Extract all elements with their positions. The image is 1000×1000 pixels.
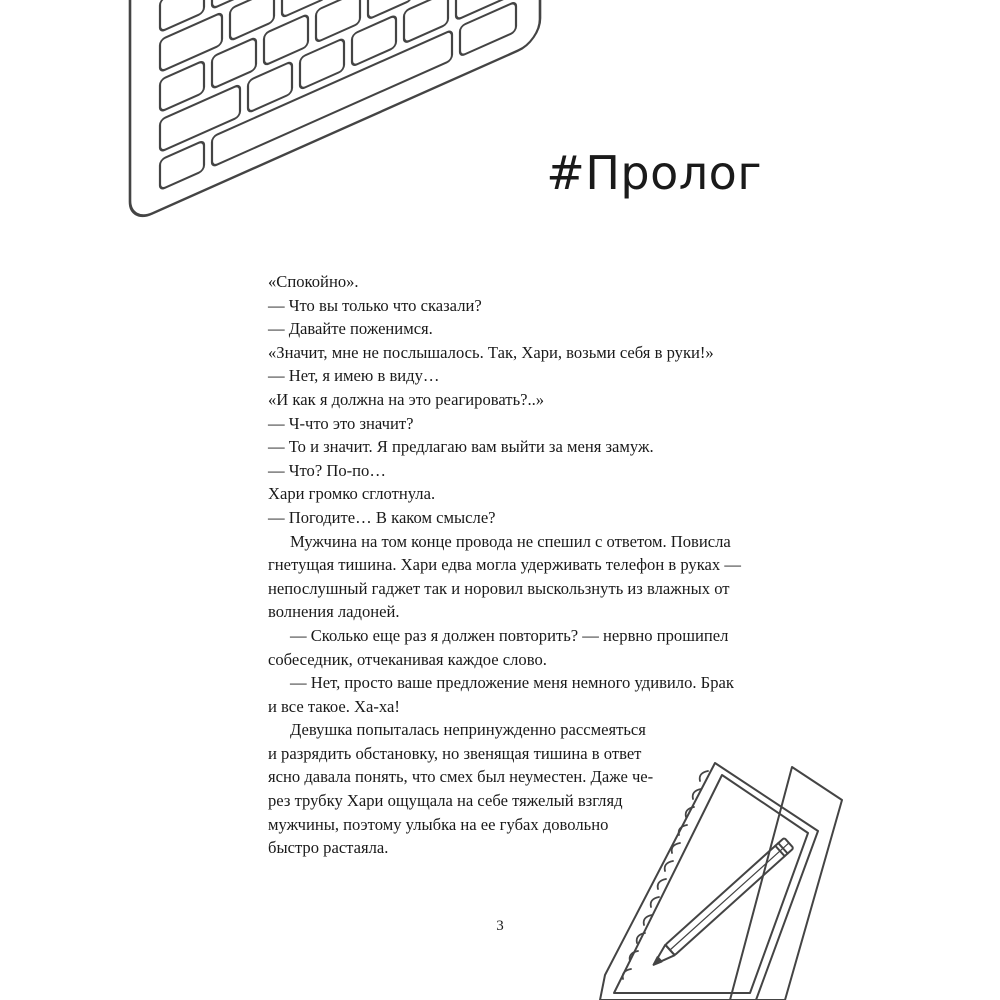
paragraph (268, 294, 776, 318)
text-line: «Спокойно». (268, 272, 359, 291)
text-line: Хари громко сглотнула. (268, 484, 436, 504)
text-line: и разрядить обстановку, но звенящая тишина в ответ (268, 743, 642, 763)
text-line: — Ч-что это значит? (268, 413, 414, 433)
text-line: — Нет, я имею в виду… (268, 366, 440, 386)
paragraph (268, 364, 776, 388)
text-line: Мужчина на том конце провода не спешил с ответом. Повисла (290, 531, 731, 551)
text-line: непослушный гаджет так и норовил выскользнуть из влажных от (268, 578, 730, 598)
text-line: — Давайте поженимся. (268, 319, 433, 339)
paragraph (268, 530, 776, 624)
text-line: — Что? По-по… (268, 460, 386, 480)
text-line: и все такое. Ха-ха! (268, 696, 400, 716)
paragraph (268, 435, 776, 459)
text-line: гнетущая тишина. Хари едва могла удерживать телефон в руках — (268, 555, 741, 575)
keyboard-icon (0, 0, 1000, 260)
text-line: волнения ладоней. (268, 602, 400, 622)
text-line: «И как я должна на это реагировать?..» (268, 389, 545, 409)
paragraph (268, 506, 776, 530)
notebook-with-pencil-icon (580, 745, 870, 1000)
text-line: рез трубку Хари ощущала на себе тяжелый взгляд (268, 791, 623, 811)
paragraph (268, 317, 776, 341)
text-line: ясно давала понять, что смех был неуместен. Даже че- (268, 767, 654, 787)
text-line: — Что вы только что сказали? (268, 295, 482, 315)
chapter-title: #Пролог (546, 146, 762, 200)
paragraph (268, 624, 776, 671)
paragraph (268, 459, 776, 483)
paragraph (268, 341, 776, 365)
text-line: собеседник, отчеканивая каждое слово. (268, 649, 547, 669)
paragraph (268, 671, 776, 718)
page-number: 3 (496, 918, 504, 934)
paragraph (268, 482, 776, 506)
text-line: Девушка попыталась непринужденно рассмеяться (290, 720, 646, 740)
paragraph (268, 388, 776, 412)
text-line: — Сколько еще раз я должен повторить? — нервно прошипел (290, 625, 729, 645)
text-line: — То и значит. Я предлагаю вам выйти за меня замуж. (268, 437, 654, 457)
paragraph (268, 412, 776, 436)
text-line: «Значит, мне не послышалось. Так, Хари, возьми себя в руки!» (268, 342, 714, 362)
text-line: — Погодите… В каком смысле? (268, 507, 496, 527)
text-line: — Нет, просто ваше предложение меня немного удивило. Брак (290, 673, 734, 693)
paragraph (268, 270, 776, 294)
text-line: мужчины, поэтому улыбка на ее губах довольно (268, 814, 609, 834)
text-line: быстро растаяла. (268, 838, 389, 858)
